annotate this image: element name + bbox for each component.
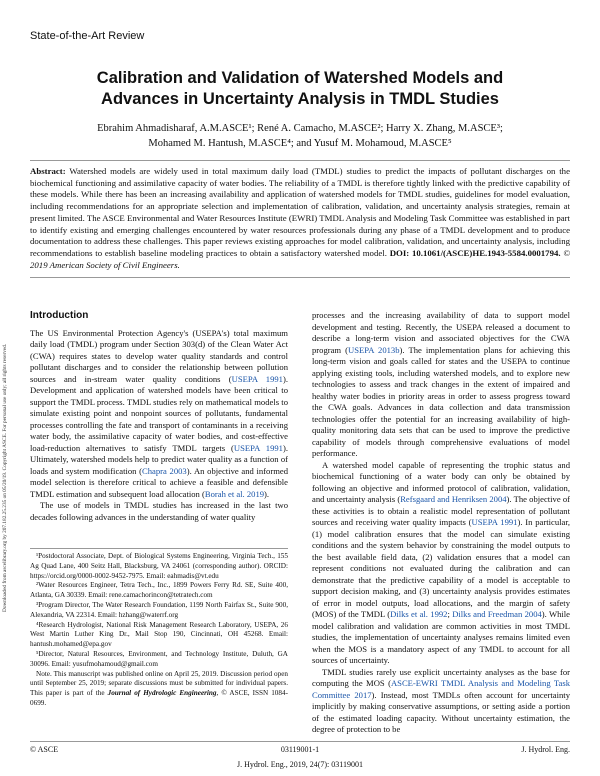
ref-link[interactable]: Dilks et al. 1992 (390, 609, 448, 619)
footer-copyright: © ASCE (30, 745, 59, 754)
section-label: State-of-the-Art Review (30, 30, 145, 42)
ref-link[interactable]: USEPA 1991 (233, 442, 283, 453)
ref-link[interactable]: Refsgaard and Henriksen 2004 (400, 494, 507, 504)
download-side-note (2, 172, 12, 612)
ref-link[interactable]: USEPA 1991 (231, 373, 283, 384)
ref-link[interactable]: ASCE-EWRI TMDL Analysis and Modeling Task Committee 2017 (312, 678, 570, 700)
abstract-text: Watershed models are widely used in total maximum daily load (TMDL) studies to predict the impacts of pollutant discharges on the biochemical functioning and assimilative capacity of water bodies. The reliability of a TMDL is therefore tightly linked with the predictive capability of these models. While there has been an increasing availability and application of watershed models for TMDL studies, guidelines for model evaluation, including recommendations for an appropriate selection and implementation of calibration, validation, and uncertainty analysis strategies, remain at present limited. The ASCE Environmental and Water Resources Institute (EWRI) TMDL Analysis and Modeling Task Committee was established in part to identify existing and emerging challenges encountered by water resources professionals during any phase of a TMDL development and to produce documentation to address these challenges. This paper reviews existing approaches for model calibration, validation, and uncertainty analysis, including recommendations to establish baseline modeling practices to obtain a satisfactory watershed model. (30, 166, 570, 258)
footer-divider (30, 741, 570, 742)
right-column (312, 310, 570, 736)
ref-link[interactable]: Chapra 2003 (142, 465, 187, 476)
intro-paragraph-1: The US Environmental Protection Agency's (USEPA's) total maximum daily load (TMDL) program under Section 303(d) of the Clean Water Act (CWA) requires states to develop water quality standards and control pollutant discharges and to consider the relationship between pollution sources and in-stream water quality conditions (USEPA 1991). Development and application of watershed models have been critical to support the TMDL process. TMDL studies rely on mathematical models to simulate existing point and nonpoint sources of pollutants, fundamental processes controlling the fate and transport of contaminants in a receiving water body, the assimilative capacity of water bodies, and cost-effective load-reduction alternatives to satisfy TMDL targets (USEPA 1991). Ultimately, watershed models help to predict water quality as a function of loads and system modification (Chapra 2003). An objective and informed model selection is therefore critical to achieve a feasible and defensible TMDL estimation and subsequent load allocation (Borah et al. 2019). (30, 327, 288, 499)
footnote-3: ³Program Director, The Water Research Foundation, 1199 North Fairfax St., Suite 900, Alexandria, VA 22314. Email: hzhang@waterrf.org (30, 600, 288, 619)
publication-note: Note. This manuscript was published online on April 25, 2019. Discussion period open until September 25, 2019; separate discussions must be submitted for individual papers. This paper is part of the Journal of Hydrologic Engineering, © ASCE, ISSN 1084-0699. (30, 669, 288, 707)
authors-line-1: Ebrahim Ahmadisharaf, A.M.ASCE¹; René A. Camacho, M.ASCE²; Harry X. Zhang, M.ASCE³; (97, 123, 503, 134)
introduction-heading: Introduction (30, 310, 89, 321)
footnote-5: ⁵Director, Natural Resources, Environment, and Technology Institute, Duluth, GA 30096. Email: yusufmohamoud@gmail.com (30, 649, 288, 668)
abstract-label: Abstract: (30, 166, 66, 176)
ref-link[interactable]: USEPA 1991 (471, 517, 518, 527)
intro-paragraph-3: processes and the increasing availability of data to support model development and testing. Recently, the USEPA released a document to describe a long-term vision and associated objectives for the CWA program (USEPA 2013b). The implementation plans for achieving this long-term vision and goals called for states and the USEPA to continue applying existing tools, including watershed models, and to explore new technologies to assess and track changes in the extent of impaired and healthy water bodies in priority areas in order to assess progress toward the CWA goals. Advances in data collection and data transmission technologies offer the potential for an increasing availability of high-quality monitoring data sets that can be used to improve the predictive capability of models through comprehensive evaluations of model performance. (312, 310, 570, 458)
ref-link[interactable]: Dilks and Freedman 2004 (452, 609, 542, 619)
title-line-1: Calibration and Validation of Watershed Models and (96, 69, 504, 87)
footnote-4: ⁴Research Hydrologist, National Risk Management Research Laboratory, USEPA, 26 West Martin Luther King Dr., Mail Stop 190, Cincinnati, OH 45268. Email: hantush.mohamed@epa.gov (30, 620, 288, 649)
footnote-1: ¹Postdoctoral Associate, Dept. of Biological Systems Engineering, Virginia Tech., 155 Ag Quad Lane, 400 Seitz Hall, Blacksburg, VA 24061 (corresponding author). ORCID: https://orcid.org/0000-0002-9452-7975. Email: eahmadis@vt.edu (30, 552, 288, 580)
abstract-block (30, 160, 570, 278)
intro-paragraph-2: The use of models in TMDL studies has increased in the last two decades following advances in the understanding of water quality (30, 500, 288, 522)
left-column (30, 310, 288, 523)
doi-link[interactable]: DOI: 10.1061/(ASCE)HE.1943-5584.0001794. (389, 247, 561, 258)
footer-journal: J. Hydrol. Eng. (521, 745, 570, 754)
ref-link[interactable]: USEPA 2013b (348, 344, 400, 355)
title-line-2: Advances in Uncertainty Analysis in TMDL Studies (101, 90, 499, 108)
ref-link[interactable]: Borah et al. 2019 (204, 488, 265, 499)
citation-line: J. Hydrol. Eng., 2019, 24(7): 03119001 (237, 760, 363, 769)
journal-name: Journal of Hydrologic Engineering (107, 689, 217, 698)
page-number: 03119001-1 (280, 745, 320, 754)
abstract-copyright: © 2019 American Society of Civil Engineers. (30, 247, 571, 270)
author-list (40, 121, 560, 151)
footnotes (30, 548, 288, 709)
article-title (30, 68, 570, 110)
download-side-note-text: Downloaded from ascelibrary.org by 207.182.25.235 on 05/20/19. Copyright ASCE. For personal use only; all rights reserved. (2, 343, 8, 612)
intro-paragraph-4: A watershed model capable of representing the trophic status and biochemical functioning of a water body can only be obtained by following an objective and informed protocol of calibration, validation, and uncertainty analysis (Refsgaard and Henriksen 2004). The objective of these activities is to obtain a realistic model representation of pollutant sources and receiving water quality impacts (USEPA 1991). In particular, (1) model calibration ensures that the model can simulate existing conditions and the system behavior by constraining the model outputs to the best available field data, (2) validation ensures that a model can represent conditions not evaluated during the calibration and can demonstrate that the predictive capability of a model is acceptable to support decision making, and (3) uncertainty analysis provides estimates of error in model outputs, load allocations, and the margin of safety (MOS) of the TMDL (Dilks et al. 1992; Dilks and Freedman 2004). While model calibration and validation are common activities in most TMDL studies, the implementation of uncertainty analyses remains limited even when the MOS is a mandatory aspect of any TMDL to account for all sources of uncertainty. (312, 459, 570, 665)
footnote-2: ²Water Resources Engineer, Tetra Tech., Inc., 1899 Powers Ferry Rd. SE, Suite 400, Atlanta, GA 30339. Email: rene.camachorincon@tetratech.com (30, 581, 288, 600)
intro-paragraph-5: TMDL studies rarely use explicit uncertainty analyses as the base for computing the MOS (ASCE-EWRI TMDL Analysis and Modeling Task Committee 2017). Instead, most TMDLs often account for uncertainty implicitly by making conservative assumptions, or setting aside a portion of the estimated loading capacity. Without uncertainty estimation, the degree of protection to be (312, 666, 570, 734)
authors-line-2: Mohamed M. Hantush, M.ASCE⁴; and Yusuf M. Mohamoud, M.ASCE⁵ (148, 138, 452, 149)
